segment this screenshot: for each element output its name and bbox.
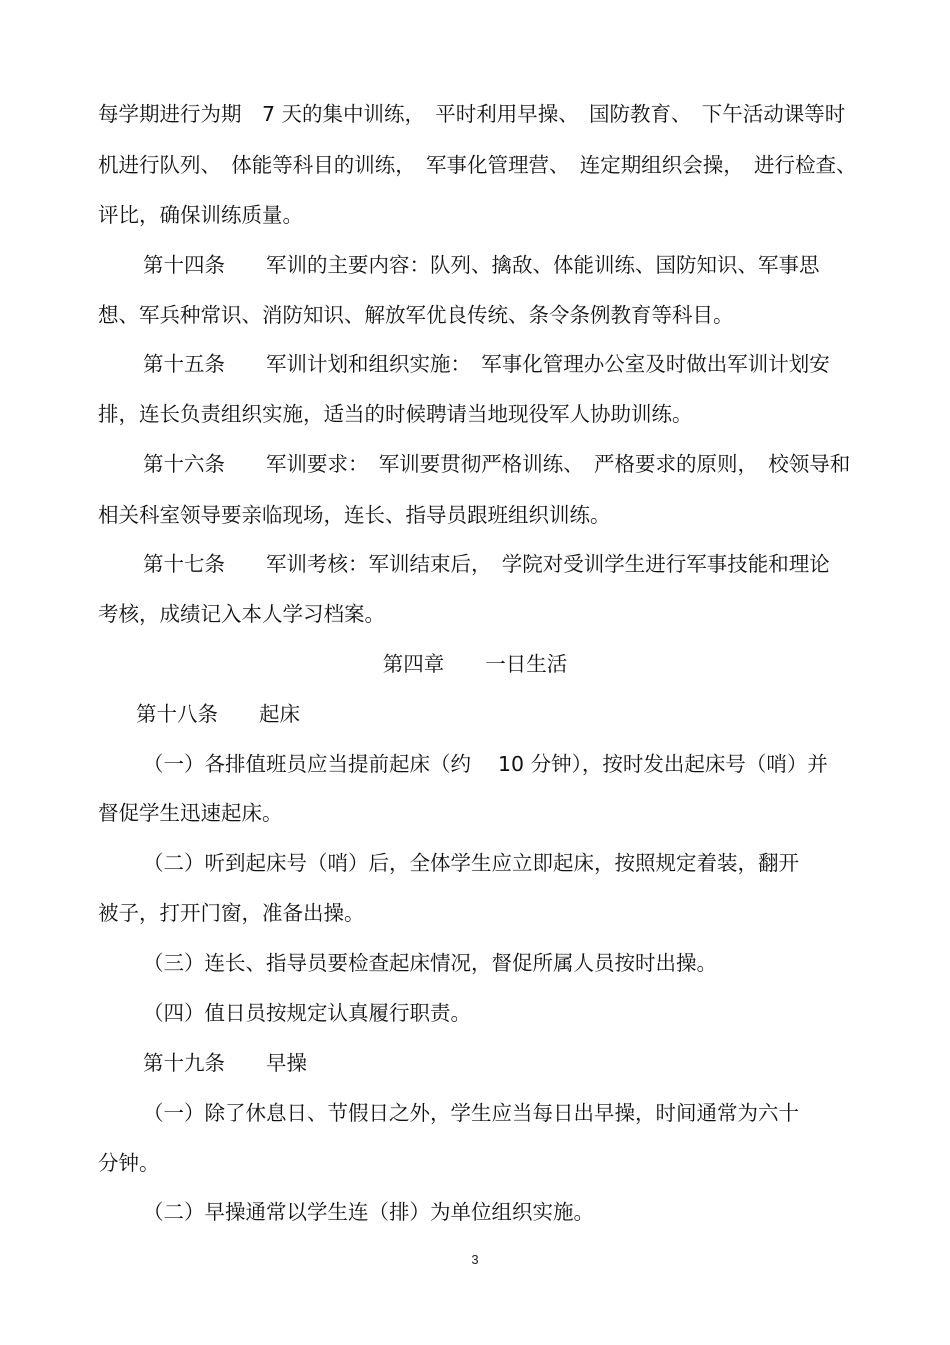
body-text-line: 机进行队列、 体能等科目的训练， 军事化管理营、 连定期组织会操， 进行检查、 (98, 153, 857, 177)
body-text-line: 相关科室领导要亲临现场，连长、指导员跟班组织训练。 (98, 503, 611, 527)
body-text-line: 考核，成绩记入本人学习档案。 (98, 602, 385, 626)
article-19-title: 第十九条 早操 (143, 1051, 307, 1075)
list-item: （四）值日员按规定认真履行职责。 (143, 1001, 471, 1025)
body-text-line: 分钟。 (98, 1151, 160, 1175)
article-15-title: 第十五条 军训计划和组织实施： 军事化管理办公室及时做出军训计划安 (143, 352, 830, 376)
article-16-title: 第十六条 军训要求： 军训要贯彻严格训练、 严格要求的原则， 校领导和 (143, 452, 851, 476)
list-item: （一）除了休息日、节假日之外，学生应当每日出早操，时间通常为六十 (143, 1101, 799, 1125)
body-text-line: 每学期进行为期 7 天的集中训练， 平时利用早操、 国防教育、 下午活动课等时 (98, 102, 846, 126)
body-text-line: 排，连长负责组织实施，适当的时候聘请当地现役军人协助训练。 (98, 402, 693, 426)
list-item: （二）听到起床号（哨）后，全体学生应立即起床，按照规定着装，翻开 (143, 851, 799, 875)
article-17-title: 第十七条 军训考核：军训结束后， 学院对受训学生进行军事技能和理论 (143, 552, 830, 576)
body-text-line: 被子，打开门窗，准备出操。 (98, 901, 365, 925)
article-18-title: 第十八条 起床 (136, 702, 300, 726)
page-number: 3 (471, 1252, 479, 1267)
body-text-line: 评比，确保训练质量。 (98, 203, 303, 227)
article-14-title: 第十四条 军训的主要内容：队列、擒敌、体能训练、国防知识、军事思 (143, 253, 820, 277)
list-item: （三）连长、指导员要检查起床情况，督促所属人员按时出操。 (143, 951, 717, 975)
body-text-line: 督促学生迅速起床。 (98, 801, 283, 825)
body-text-line: 想、军兵种常识、消防知识、解放军优良传统、条令条例教育等科目。 (98, 303, 734, 327)
list-item: （二）早操通常以学生连（排）为单位组织实施。 (143, 1200, 594, 1224)
list-item: （一）各排值班员应当提前起床（约 10 分钟），按时发出起床号（哨）并 (143, 752, 828, 776)
chapter-heading: 第四章 一日生活 (382, 652, 568, 676)
